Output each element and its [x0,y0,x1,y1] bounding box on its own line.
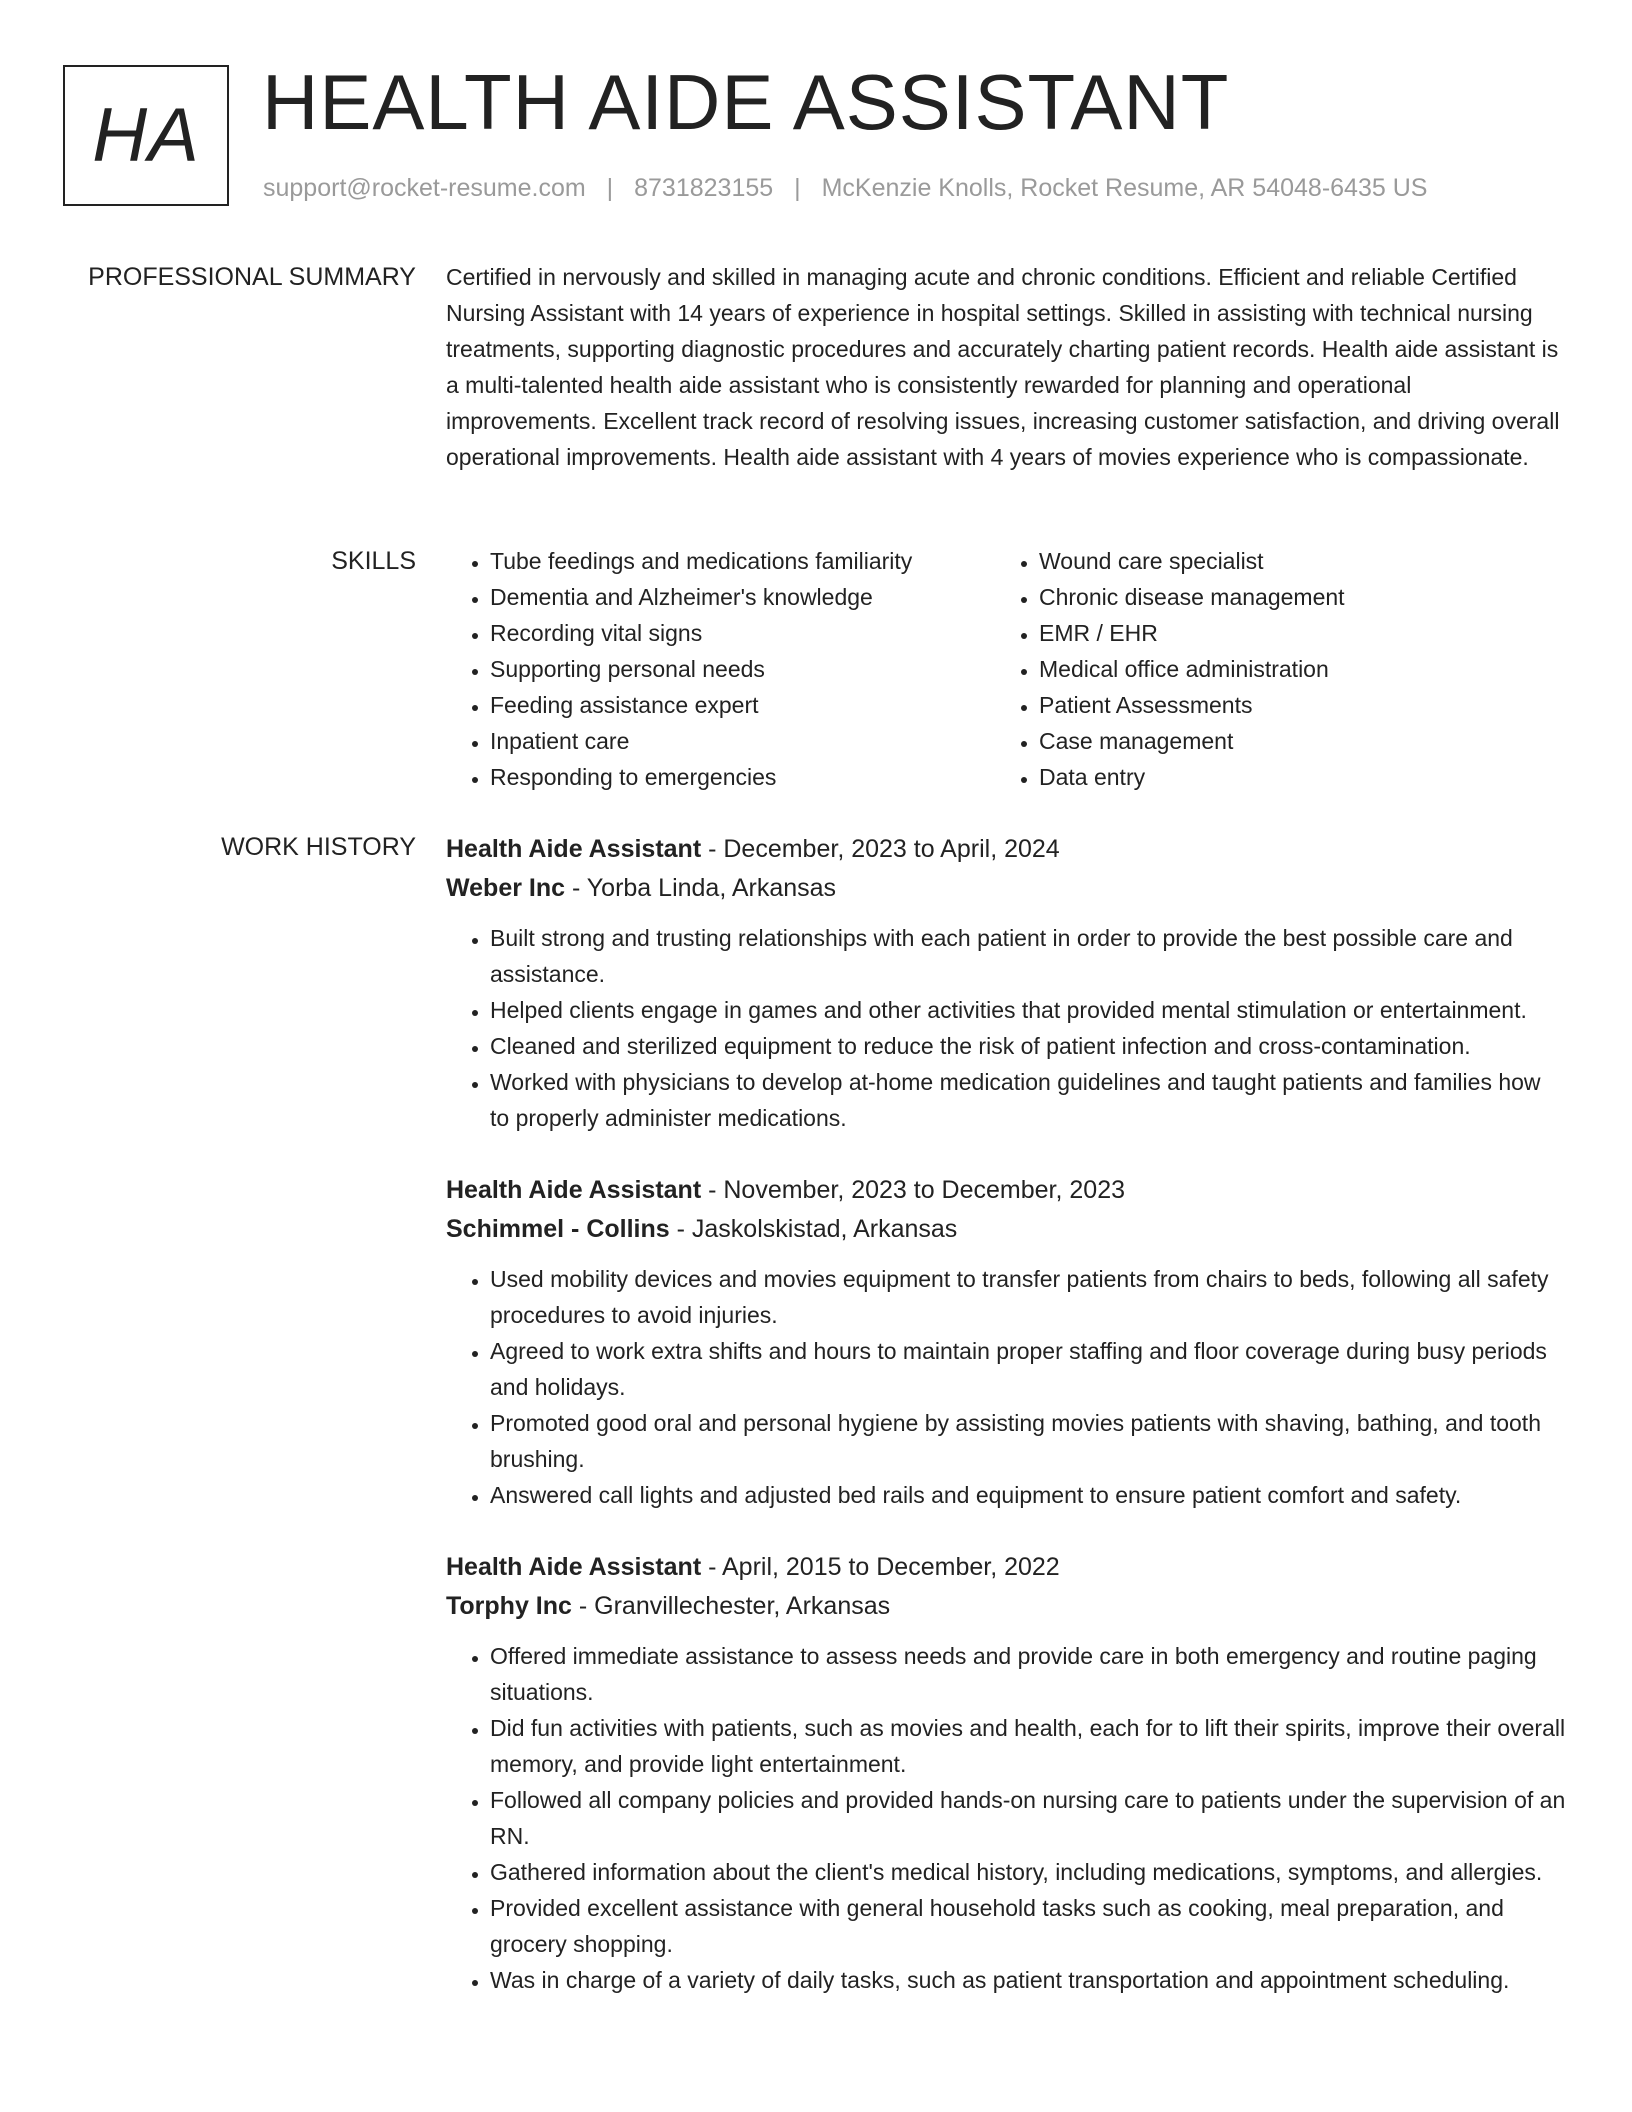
job-bullet: • Used mobility devices and movies equipment to transfer patients from chairs to beds, following all safety procedures to avoid injuries. [490,1261,1566,1333]
contact-email: support@rocket-resume.com [263,174,586,202]
skill-item: • Supporting personal needs [490,651,995,687]
company-location: - Granvillechester, Arkansas [571,1592,891,1620]
skill-item: • Feeding assistance expert [490,687,995,723]
job-title-line [446,1547,1566,1587]
job-bullet: • Built strong and trusting relationships with each patient in order to provide the best possible care and assistance. [490,920,1566,992]
job-title-line [446,829,1566,869]
summary-text: Certified in nervously and skilled in managing acute and chronic conditions. Efficient and reliable Certified Nursing Assistant with 14 years of experience in hospital settings. Skilled in assisting with technical nursing treatments, supporting diagnostic procedures and accurately charting patient records. Health aide assistant is a multi-talented health aide assistant who is consistently rewarded for planning and operational improvements. Excellent track record of resolving issues, increasing customer satisfaction, and driving overall operational improvements. Health aide assistant with 4 years of movies experience who is compassionate. [446,264,1560,470]
contact-line [263,174,1427,203]
job-bullet: • Promoted good oral and personal hygiene by assisting movies patients with shaving, bathing, and tooth brushing. [490,1405,1566,1477]
section-label-skills: SKILLS [331,547,416,575]
job-bullet: • Helped clients engage in games and other activities that provided mental stimulation or entertainment. [490,992,1566,1028]
contact-separator: | [606,174,614,202]
skills-columns [446,543,1566,795]
job-bullet: • Worked with physicians to develop at-home medication guidelines and taught patients and families how to properly administer medications. [490,1064,1566,1136]
job-bullet: • Gathered information about the client's medical history, including medications, symptoms, and allergies. [490,1854,1566,1890]
job-dates: - November, 2023 to December, 2023 [701,1176,1126,1204]
skill-item: • Case management [1039,723,1519,759]
skill-item: • Wound care specialist [1039,543,1519,579]
job-bullet: • Provided excellent assistance with general household tasks such as cooking, meal preparation, and grocery shopping. [490,1890,1566,1962]
skill-item: • Tube feedings and medications familiarity [490,543,995,579]
skill-item: • Data entry [1039,759,1519,795]
job-bullets [446,1261,1566,1513]
contact-address: McKenzie Knolls, Rocket Resume, AR 54048-6435 US [821,174,1428,202]
skills-list-right [995,543,1519,795]
section-label-summary: PROFESSIONAL SUMMARY [88,263,416,291]
job-bullet: • Did fun activities with patients, such as movies and health, each for to lift their spirits, improve their overall memory, and provide light entertainment. [490,1710,1566,1782]
company-line [446,1587,1566,1625]
skill-item: • Recording vital signs [490,615,995,651]
job-bullets [446,1638,1566,1998]
job-bullet: • Offered immediate assistance to assess needs and provide care in both emergency and routine paging situations. [490,1638,1566,1710]
skill-item: • Medical office administration [1039,651,1519,687]
job-dates: - April, 2015 to December, 2022 [701,1553,1060,1581]
job-bullet: • Answered call lights and adjusted bed rails and equipment to ensure patient comfort and safety. [490,1477,1566,1513]
company-name: Schimmel - Collins [446,1215,670,1243]
job-title: Health Aide Assistant [446,835,702,863]
contact-phone: 8731823155 [634,174,774,202]
skills-list-left [446,543,995,795]
company-name: Weber Inc [446,874,566,902]
job-title: Health Aide Assistant [446,1553,702,1581]
skill-item: • Inpatient care [490,723,995,759]
company-location: - Jaskolskistad, Arkansas [669,1215,958,1243]
job-bullet: • Was in charge of a variety of daily tasks, such as patient transportation and appointment scheduling. [490,1962,1566,1998]
job-bullet: • Cleaned and sterilized equipment to reduce the risk of patient infection and cross-contamination. [490,1028,1566,1064]
job-bullet: • Agreed to work extra shifts and hours to maintain proper staffing and floor coverage during busy periods and holidays. [490,1333,1566,1405]
job-entry [446,1170,1566,1513]
skill-item: • Responding to emergencies [490,759,995,795]
skill-item: • Patient Assessments [1039,687,1519,723]
job-title-line [446,1170,1566,1210]
job-title: Health Aide Assistant [446,1176,702,1204]
job-dates: - December, 2023 to April, 2024 [701,835,1060,863]
job-bullet: • Followed all company policies and provided hands-on nursing care to patients under the supervision of an RN. [490,1782,1566,1854]
monogram-initials: HA [92,93,200,178]
monogram-box [63,65,229,206]
skill-item: • EMR / EHR [1039,615,1519,651]
job-entry [446,829,1566,1136]
skills-body [446,543,1566,795]
company-line [446,869,1566,907]
contact-separator: | [794,174,801,202]
company-name: Torphy Inc [446,1592,572,1620]
skill-item: • Chronic disease management [1039,579,1519,615]
work-history-body [446,829,1566,2032]
candidate-name: HEALTH AIDE ASSISTANT [262,58,1230,146]
section-label-work-history: WORK HISTORY [221,833,416,861]
job-bullets [446,920,1566,1136]
company-location: - Yorba Linda, Arkansas [565,874,837,902]
job-entry [446,1547,1566,1998]
skill-item: • Dementia and Alzheimer's knowledge [490,579,995,615]
company-line [446,1210,1566,1248]
